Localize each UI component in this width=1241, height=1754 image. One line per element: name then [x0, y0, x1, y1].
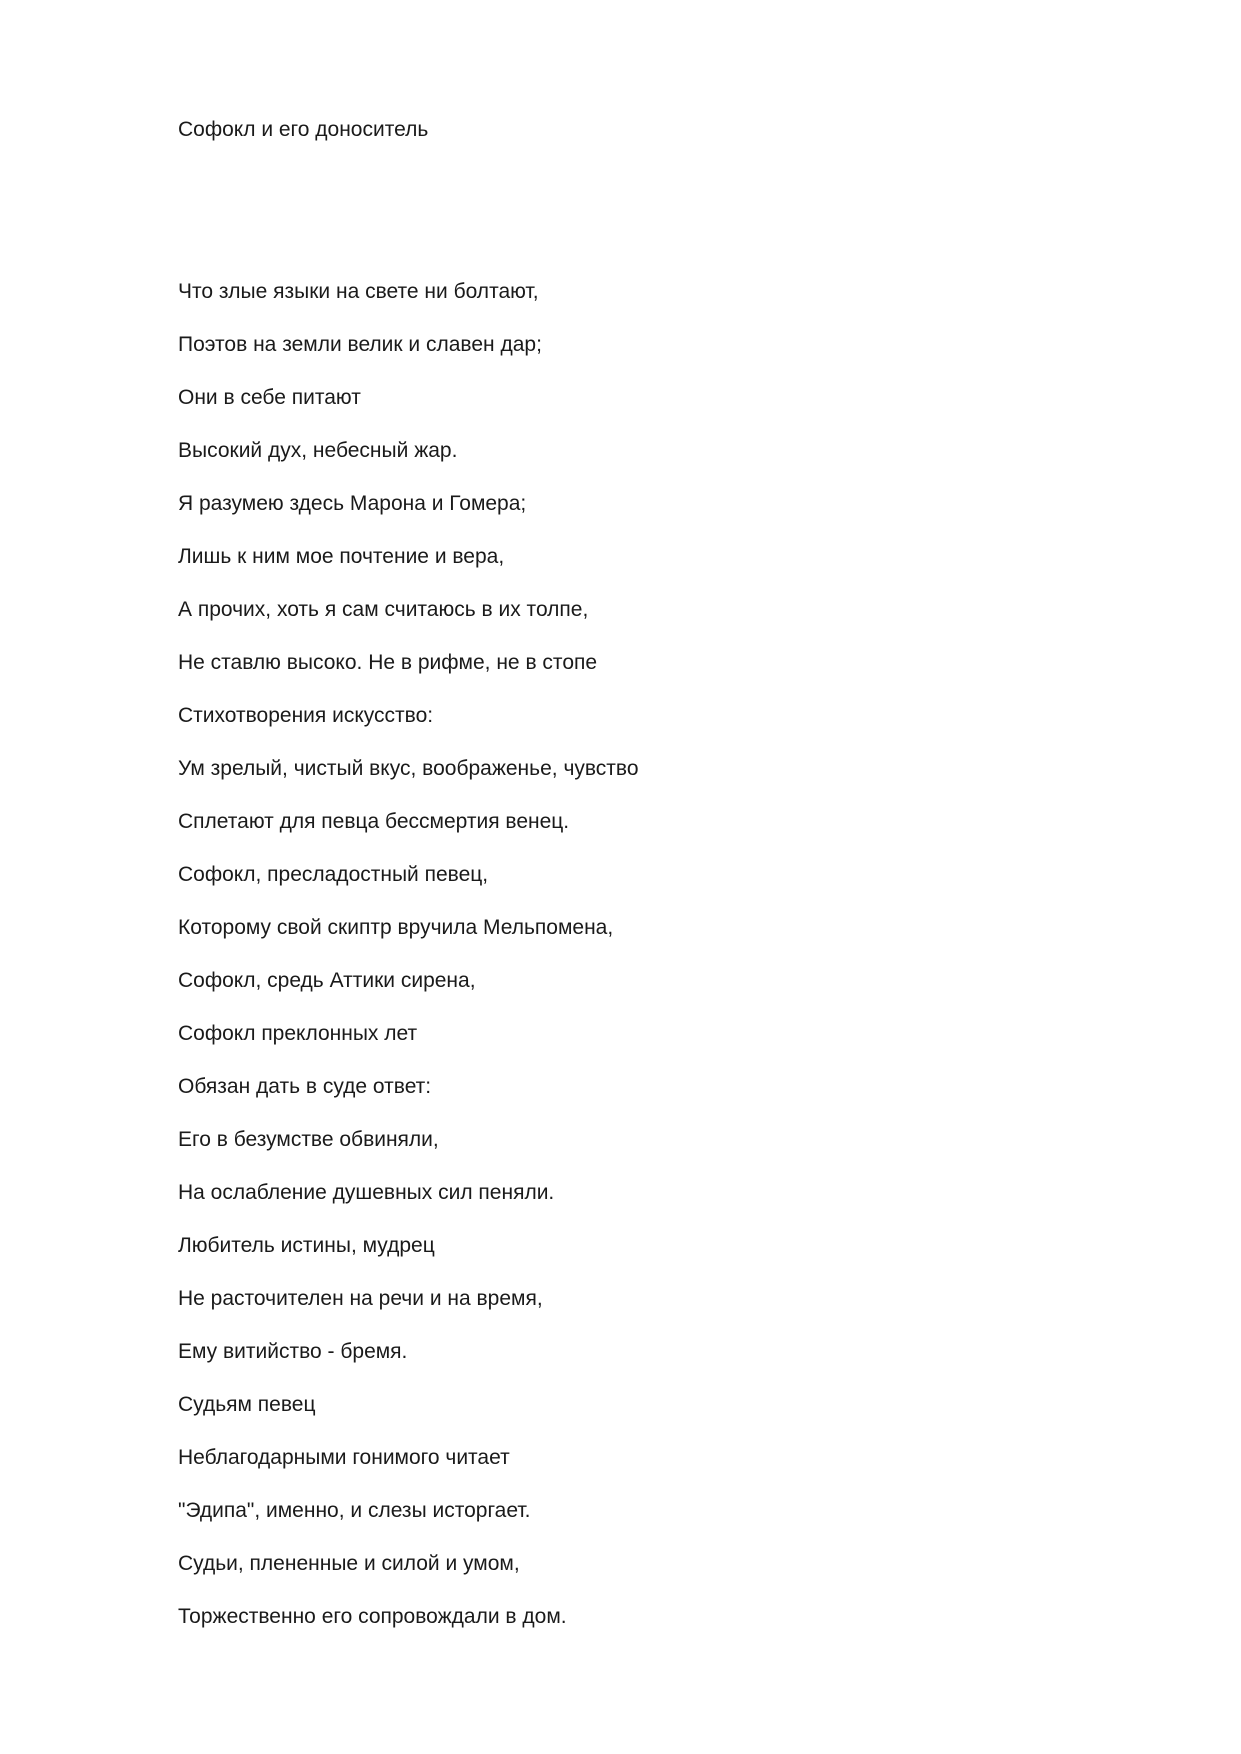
poem-line: Стихотворения искусство: [178, 704, 434, 727]
poem-line: На ослабление душевных сил пеняли. [178, 1181, 555, 1204]
poem-line: Ум зрелый, чистый вкус, воображенье, чувство [178, 757, 639, 780]
poem-line: Софокл, средь Аттики сирена, [178, 969, 476, 992]
poem-line: Они в себе питают [178, 386, 361, 409]
poem-line: Судьям певец [178, 1393, 316, 1416]
poem-line: Его в безумстве обвиняли, [178, 1128, 439, 1151]
poem-line: Неблагодарными гонимого читает [178, 1446, 510, 1469]
poem-line: Сплетают для певца бессмертия венец. [178, 810, 570, 833]
poem-line: Высокий дух, небесный жар. [178, 439, 458, 462]
poem-line: "Эдипа", именно, и слезы исторгает. [178, 1499, 531, 1522]
poem-line: А прочих, хоть я сам считаюсь в их толпе, [178, 598, 589, 621]
poem-line: Что злые языки на свете ни болтают, [178, 280, 539, 303]
poem-line: Которому свой скиптр вручила Мельпомена, [178, 916, 614, 939]
poem-line: Я разумею здесь Марона и Гомера; [178, 492, 527, 515]
poem-line: Судьи, плененные и силой и умом, [178, 1552, 520, 1575]
poem-line: Поэтов на земли велик и славен дар; [178, 333, 542, 356]
poem-line: Ему витийство - бремя. [178, 1340, 408, 1363]
poem-line: Не расточителен на речи и на время, [178, 1287, 543, 1310]
poem-line: Софокл преклонных лет [178, 1022, 418, 1045]
poem-line: Обязан дать в суде ответ: [178, 1075, 432, 1098]
poem-line: Лишь к ним мое почтение и вера, [178, 545, 505, 568]
poem-line: Торжественно его сопровождали в дом. [178, 1605, 567, 1628]
poem-line: Не ставлю высоко. Не в рифме, не в стопе [178, 651, 598, 674]
poem-line: Софокл, пресладостный певец, [178, 863, 489, 886]
poem-line: Любитель истины, мудрец [178, 1234, 435, 1257]
poem-body [178, 278, 639, 1656]
document-title: Софокл и его доноситель [178, 118, 429, 141]
